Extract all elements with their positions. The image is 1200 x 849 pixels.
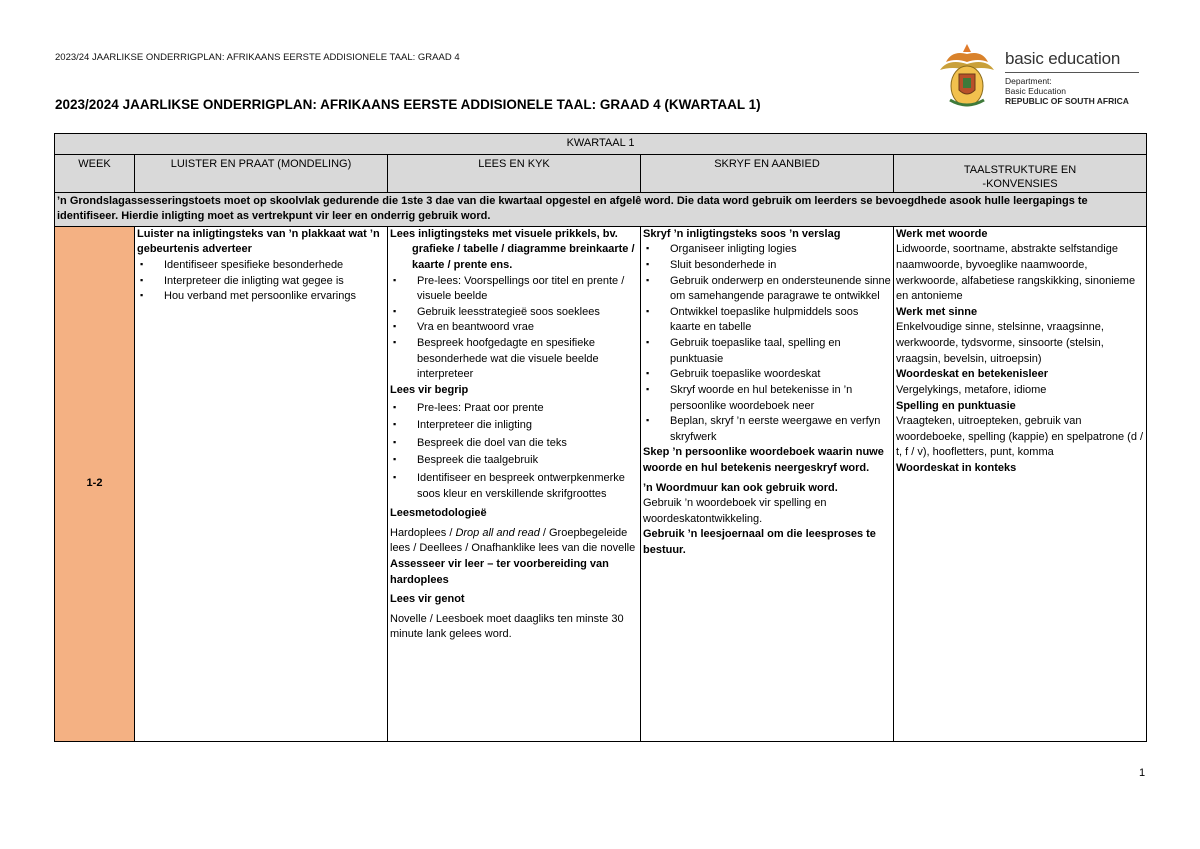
taal-heading-4: Spelling en punktuasie: [896, 399, 1016, 412]
list-item: ▪ Ontwikkel toepaslike hulpmiddels soos kaarte en tabelle: [643, 305, 891, 336]
taal-cell: [894, 226, 1147, 741]
lees-heading-3: Leesmetodologieë: [390, 507, 487, 520]
dbe-logo: [938, 40, 1148, 112]
luister-cell: [135, 226, 388, 741]
col-header-taal: TAALSTRUKTURE EN -KONVENSIES: [894, 155, 1147, 193]
skryf-heading-1: Skryf ’n inligtingsteks soos ’n verslag: [643, 227, 841, 240]
list-item: ▪ Sluit besonderhede in: [643, 258, 891, 274]
taal-heading-1: Werk met woorde: [896, 227, 988, 240]
list-item: ▪ Beplan, skryf ’n eerste weergawe en verfyn skryfwerk: [643, 414, 891, 445]
logo-department-name: Basic Education: [1005, 86, 1066, 96]
coat-of-arms-icon: [938, 40, 996, 110]
list-item: ▪ Interpreteer die inligting: [390, 418, 638, 434]
lees-heading-2: Lees vir begrip: [390, 383, 469, 396]
list-item: ▪ Gebruik onderwerp en ondersteunende sinne om samehangende paragrawe te ontwikkel: [643, 274, 891, 305]
lees-methods: Hardoplees / Drop all and read / Groepbegeleide lees / Deellees / Onafhanklike lees van die novelle: [390, 526, 636, 555]
lees-cell: [388, 226, 641, 741]
taal-heading-3: Woordeskat en betekenisleer: [896, 368, 1049, 381]
lees-list-2: [390, 401, 638, 503]
taal-text-2: Enkelvoudige sinne, stelsinne, vraagsinne, werkwoorde, tydsvorme, sinsoorte (stelsin, vraagsin, bevelsin, uitroepsin): [896, 321, 1104, 365]
logo-brand-text: basic education: [1005, 49, 1121, 68]
col-header-week: WEEK: [55, 155, 135, 193]
list-item: ▪ Pre-lees: Voorspellings oor titel en prente / visuele beelde: [390, 274, 638, 305]
col-header-luister: LUISTER EN PRAAT (MONDELING): [135, 155, 388, 193]
col-header-lees: LEES EN KYK: [388, 155, 641, 193]
list-item: ▪ Bespreek hoofgedagte en spesifieke besonderhede wat die visuele beelde interpreteer: [390, 336, 638, 383]
taal-heading-2: Werk met sinne: [896, 305, 978, 318]
list-item: ▪ Identifiseer spesifieke besonderhede: [137, 258, 385, 274]
lees-list-1: [390, 274, 638, 383]
plan-table: [54, 133, 1147, 742]
list-item: ▪ Hou verband met persoonlike ervarings: [137, 289, 385, 305]
list-item: ▪ Gebruik leesstrategieë soos soeklees: [390, 305, 638, 321]
list-item: ▪ Gebruik toepaslike taal, spelling en punktuasie: [643, 336, 891, 367]
taal-heading-5: Woordeskat in konteks: [896, 461, 1017, 474]
lees-heading-1: Lees inligtingsteks met visuele prikkels, bv. grafieke / tabelle / diagramme breinkaarte / kaarte / prente ens.: [390, 227, 635, 272]
col-header-skryf: SKRYF EN AANBIED: [641, 155, 894, 193]
list-item: ▪ Bespreek die doel van die teks: [390, 436, 638, 452]
assessment-note: ’n Grondslagassesseringstoets moet op skoolvlak gedurende die 1ste 3 dae van die kwartaal opgestel en afgelê word. Die data word gebruik om leerders se bevoegdhede asook hulle leergapings te identifiseer. Hierdie inligting moet as vertrekpunt vir leer en onderrig gebruik word.: [55, 192, 1147, 226]
running-header: 2023/24 JAARLIKSE ONDERRIGPLAN: AFRIKAANS EERSTE ADDISIONELE TAAL: GRAAD 4: [55, 52, 460, 63]
list-item: ▪ Identifiseer en bespreek ontwerpkenmerke soos kleur en verskillende skrifgroottes: [390, 471, 638, 502]
list-item: ▪ Bespreek die taalgebruik: [390, 453, 638, 469]
page-number: 1: [1139, 767, 1146, 779]
taal-text-3: Vergelykings, metafore, idiome: [896, 383, 1047, 396]
list-item: ▪ Skryf woorde en hul betekenisse in ’n persoonlike woordeboek neer: [643, 383, 891, 414]
week-cell: 1-2: [55, 226, 135, 741]
skryf-heading-3: ’n Woordmuur kan ook gebruik word.: [643, 481, 838, 494]
skryf-cell: [641, 226, 894, 741]
logo-department-label: Department:: [1005, 76, 1052, 86]
lees-heading-5: Lees vir genot: [390, 593, 465, 606]
list-item: ▪ Pre-lees: Praat oor prente: [390, 401, 638, 417]
skryf-heading-2: Skep ’n persoonlike woordeboek waarin nuwe woorde en hul betekenis neergeskryf word.: [643, 446, 884, 474]
logo-rule: [1005, 72, 1139, 73]
lees-genot-text: Novelle / Leesboek moet daagliks ten minste 30 minute lank gelees word.: [390, 612, 624, 641]
luister-list: [137, 258, 385, 305]
page-title: 2023/2024 JAARLIKSE ONDERRIGPLAN: AFRIKAANS EERSTE ADDISIONELE TAAL: GRAAD 4 (KWARTAAL 1): [55, 97, 761, 112]
quarter-header: KWARTAAL 1: [55, 134, 1147, 155]
list-item: ▪ Vra en beantwoord vrae: [390, 320, 638, 336]
list-item: ▪ Interpreteer die inligting wat gegee is: [137, 274, 385, 290]
skryf-heading-4: Gebruik ’n leesjoernaal om die leesproses te bestuur.: [643, 528, 876, 556]
list-item: ▪ Organiseer inligting logies: [643, 242, 891, 258]
taal-text-1: Lidwoorde, soortname, abstrakte selfstandige naamwoorde, byvoeglike naamwoorde, werkwoorde, alfabetiese rangskikking, sinonieme en antonieme: [896, 243, 1136, 303]
logo-country: REPUBLIC OF SOUTH AFRICA: [1005, 96, 1129, 106]
luister-heading: Luister na inligtingsteks van ’n plakkaat wat ’n gebeurtenis adverteer: [137, 227, 380, 256]
list-item: ▪ Gebruik toepaslike woordeskat: [643, 367, 891, 383]
skryf-list: [643, 242, 891, 445]
skryf-text-3: Gebruik ’n woordeboek vir spelling en woordeskatontwikkeling.: [643, 497, 827, 525]
lees-heading-4: Assesseer vir leer – ter voorbereiding van hardoplees: [390, 558, 609, 586]
taal-text-4: Vraagteken, uitroepteken, gebruik van woordeboeke, spelling (kappie) en spelpatrone (d / t, f / v), hoofletters, punt, komma: [896, 415, 1144, 459]
